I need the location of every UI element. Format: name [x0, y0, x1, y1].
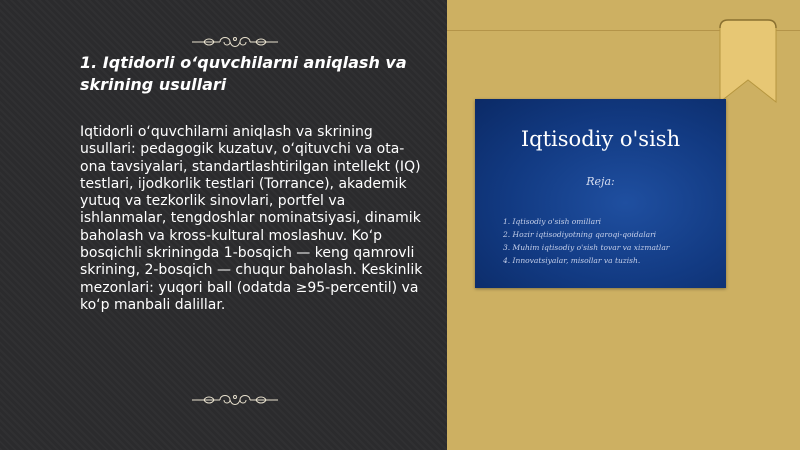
- slide-heading: 1. Iqtidorli o‘quvchilarni aniqlash va skrining usullari: [80, 53, 407, 94]
- scroll-ornament-bottom-icon: [190, 390, 280, 410]
- list-item: 3. Muhim iqtisodiy o'sish tovar va xizmatlar: [503, 243, 670, 252]
- slide-thumbnail-image: [475, 99, 726, 288]
- thumbnail-title: Iqtisodiy o'sish: [520, 127, 681, 151]
- list-item: 4. Innovatsiyalar, misollar va tuzish.: [503, 256, 641, 265]
- scroll-ornament-top-icon: [190, 32, 280, 52]
- list-item: 2. Hozir iqtisodiyotning qaroqi-qoidalari: [503, 230, 657, 239]
- thumbnail-plan-list: [503, 215, 718, 267]
- slide-body-text: Iqtidorli o‘quvchilarni aniqlash va skrining usullari: pedagogik kuzatuv, o‘qituvchi va ota-ona tavsiyalari, standartlashtirilgan intellekt (IQ) testlari, ijodkorlik testlari (Torrance), akademik yutuq va tezkorlik sinovlari, portfel va ishlanmalar, tengdoshlar nominatsiyasi, dinamik baholash va kross-kultural moslashuv. Ko‘p bosqichli skriningda 1-bosqich — keng qamrovli skrining, 2-bosqich — chuqur baholash. Keskinlik mezonlari: yuqori ball (odatda ≥95-percentil) va ko‘p manbali dalillar.: [80, 124, 423, 313]
- thumbnail-subtitle: Reja:: [586, 175, 615, 188]
- bookmark-ribbon-icon: [716, 18, 780, 104]
- list-item: 1. Iqtisodiy o'sish omillari: [503, 217, 602, 226]
